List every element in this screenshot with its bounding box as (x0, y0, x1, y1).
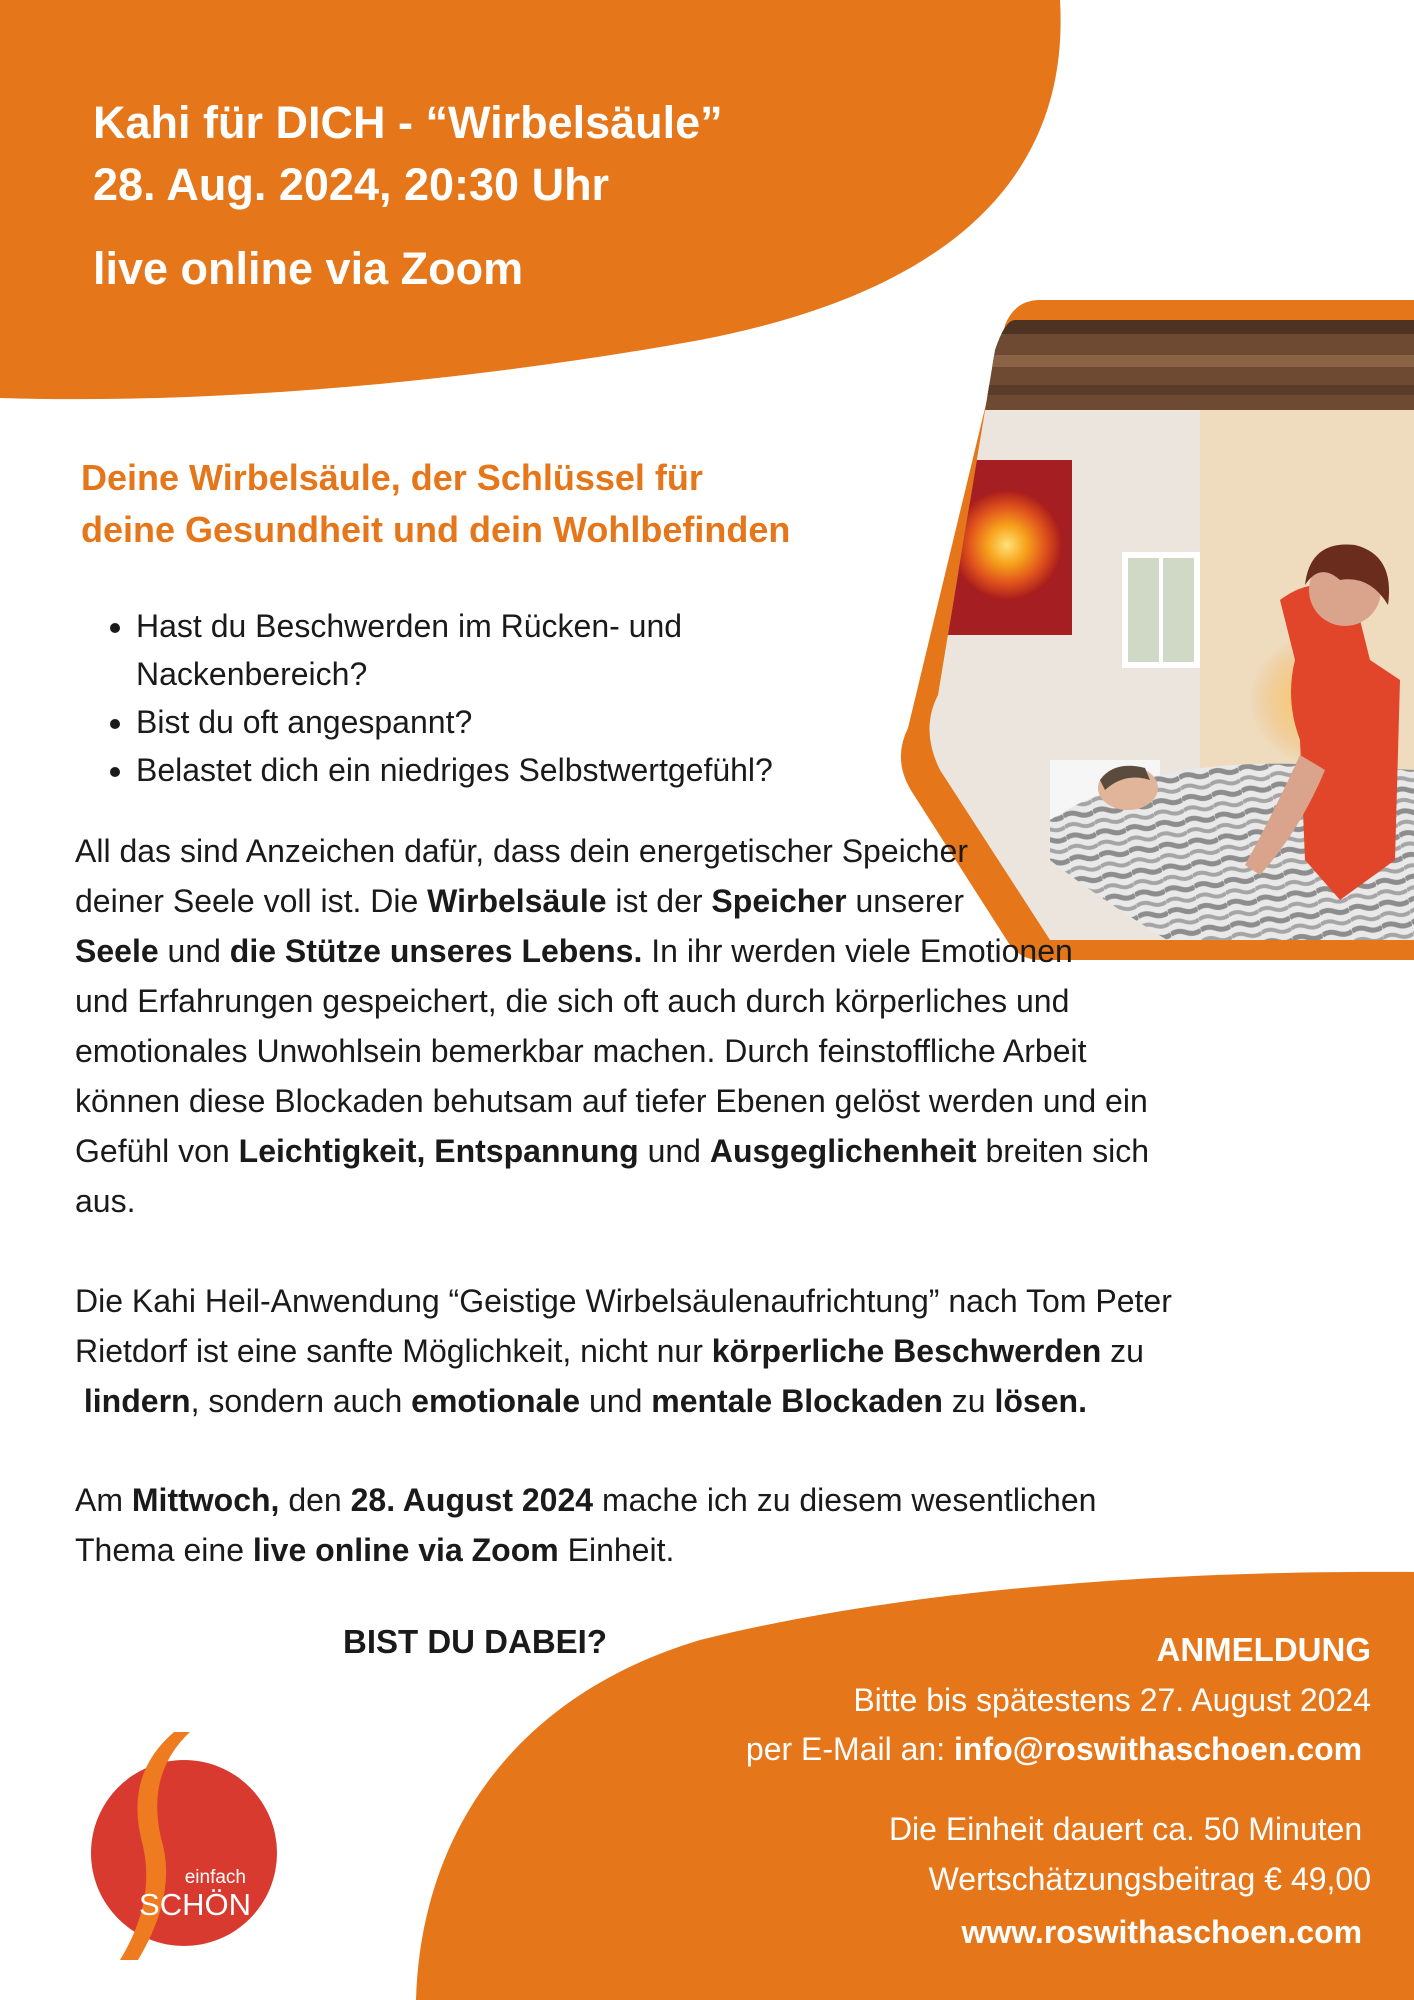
header (93, 92, 723, 300)
paragraph-date: Am Mittwoch, den 28. August 2024 mache ich zu diesem wesentlichen Thema eine live online via Zoom Einheit. (75, 1482, 1097, 1568)
paragraph-method: Die Kahi Heil-Anwendung “Geistige Wirbelsäulenaufrichtung” nach Tom Peter Rietdorf ist eine sanfte Möglichkeit, nicht nur körperliche Beschwerden zu lindern, sondern auch emotionale und mentale Blockaden zu lösen. (75, 1283, 1172, 1419)
registration-title: ANMELDUNG (1156, 1631, 1371, 1668)
logo-small-text: einfach (184, 1867, 246, 1888)
subtitle (81, 452, 921, 556)
logo-big-text: SCHÖN (139, 1887, 251, 1922)
event-title: Kahi für DICH - “Wirbelsäule” (93, 97, 723, 148)
event-date-time: 28. Aug. 2024, 20:30 Uhr (93, 159, 610, 210)
list-item: • Hast du Beschwerden im Rücken- und Nackenbereich? (136, 602, 916, 698)
subtitle-line-1: Deine Wirbelsäule, der Schlüssel für (81, 457, 703, 498)
call-to-action: BIST DU DABEI? (343, 1623, 607, 1660)
registration-email-line: per E-Mail an: info@roswithaschoen.com (745, 1731, 1363, 1767)
event-format: live online via Zoom (93, 243, 524, 294)
email-link[interactable]: info@roswithaschoen.com (953, 1731, 1363, 1767)
subtitle-line-2: deine Gesundheit und dein Wohlbefinden (81, 509, 791, 550)
price: Wertschätzungsbeitrag € 49,00 (928, 1861, 1371, 1897)
paragraph-intro: All das sind Anzeichen dafür, dass dein energetischer Speicher deiner Seele voll ist. Die Wirbelsäule ist der Speicher unserer Seele und die Stütze unseres Lebens. In ihr werden viele Emotionen und Erfahrungen gespeichert, die sich oft auch durch körperliches und emotionales Unwohlsein bemerkbar machen. Durch feinstoffliche Arbeit können diese Blockaden behutsam auf tiefer Ebenen gelöst werden und ein Gefühl von Leichtigkeit, Entspannung und Ausgeglichenheit breiten sich aus. (75, 833, 1150, 1219)
duration: Die Einheit dauert ca. 50 Minuten (888, 1811, 1363, 1847)
einfach-schoen-logo (86, 1728, 286, 1968)
list-item: • Bist du oft angespannt? (136, 698, 916, 746)
website-link[interactable]: www.roswithaschoen.com (961, 1914, 1363, 1950)
registration-info (471, 1624, 1371, 1960)
symptom-list (100, 602, 916, 794)
list-item: • Belastet dich ein niedriges Selbstwertgefühl? (136, 746, 916, 794)
registration-deadline: Bitte bis spätestens 27. August 2024 (853, 1682, 1371, 1718)
